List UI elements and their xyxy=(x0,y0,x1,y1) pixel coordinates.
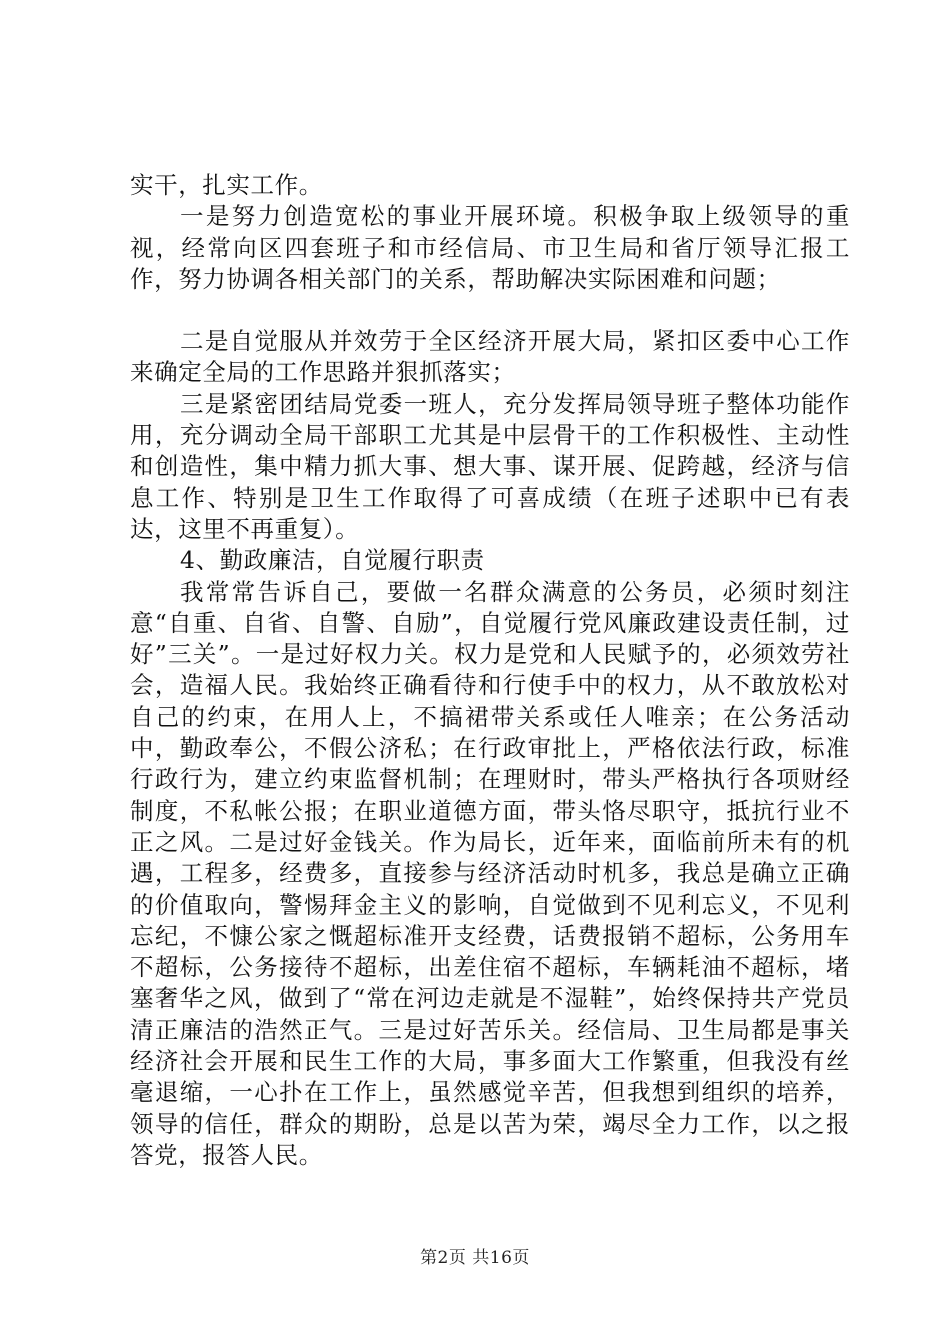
paragraph-item-two: 二是自觉服从并效劳于全区经济开展大局，紧扣区委中心工作来确定全局的工作思路并狠抓落实； xyxy=(130,327,850,387)
page-number-footer: 第2页 共16页 xyxy=(420,1248,530,1268)
paragraph-continuation: 实干，扎实工作。 xyxy=(130,171,323,199)
paragraph-item-three: 三是紧密团结局党委一班人，充分发挥局领导班子整体功能作用，充分调动全局干部职工尤其是中层骨干的工作积极性、主动性和创造性，集中精力抓大事、想大事、谋开展、促跨越，经济与信息工作、特别是卫生工作取得了可喜成绩（在班子述职中已有表达，这里不再重复）。 xyxy=(130,389,850,543)
paragraph-item-one: 一是努力创造宽松的事业开展环境。积极争取上级领导的重视，经常向区四套班子和市经信局、市卫生局和省厅领导汇报工作，努力协调各相关部门的关系，帮助解决实际困难和问题； xyxy=(130,202,850,293)
document-body xyxy=(130,170,850,1171)
paragraph-integrity: 我常常告诉自己，要做一名群众满意的公务员，必须时刻注意“自重、自省、自警、自励”，自觉履行党风廉政建设责任制，过好”三关”。一是过好权力关。权力是党和人民赋予的，必须效劳社会，造福人民。我始终正确看待和行使手中的权力，从不敢放松对自己的约束，在用人上，不搞裙带关系或任人唯亲；在公务活动中，勤政奉公，不假公济私；在行政审批上，严格依法行政，标准行政行为，建立约束监督机制；在理财时，带头严格执行各项财经制度，不私帐公报；在职业道德方面，带头恪尽职守，抵抗行业不正之风。二是过好金钱关。作为局长，近年来，面临前所未有的机遇，工程多，经费多，直接参与经济活动时机多，我总是确立正确的价值取向，警惕拜金主义的影响，自觉做到不见利忘义，不见利忘纪，不慷公家之慨超标准开支经费，话费报销不超标，公务用车不超标，公务接待不超标，出差住宿不超标，车辆耗油不超标，堵塞奢华之风，做到了“常在河边走就是不湿鞋”，始终保持共产党员清正廉洁的浩然正气。三是过好苦乐关。经信局、卫生局都是事关经济社会开展和民生工作的大局，事多面大工作繁重，但我没有丝毫退缩，一心扑在工作上，虽然感觉辛苦，但我想到组织的培养，领导的信任，群众的期盼，总是以苦为荣，竭尽全力工作，以之报答党，报答人民。 xyxy=(130,577,850,1169)
section-heading: 4、勤政廉洁，自觉履行职责 xyxy=(180,546,485,575)
